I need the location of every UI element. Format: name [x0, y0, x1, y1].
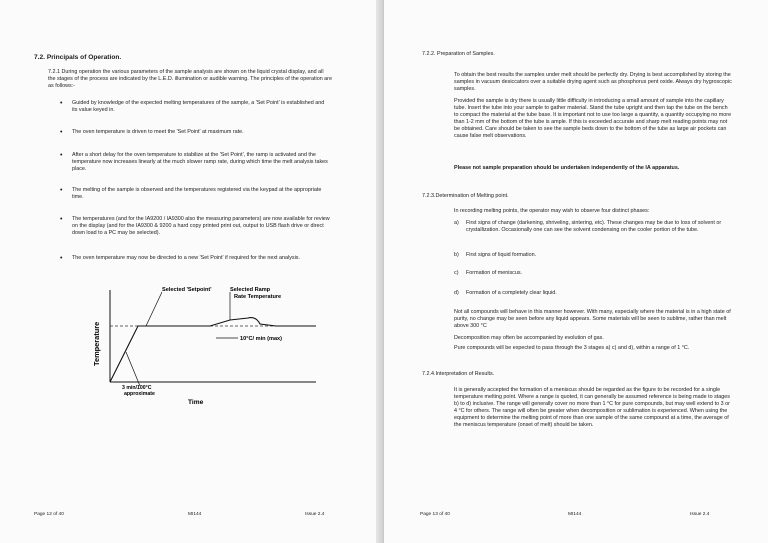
- paragraph: Provided the sample is dry there is usually little difficulty in introducing a small amount of sample into the capillary tube. Insert the tube into your sample to gather material. Stand the tube upright and then tap the tube on the bench to compact the material at the tube base. It is important not to use too large a quantity, a quantity occupying no more than 1-2 mm of the bottom of the tube is ample. If this is exceeded accurate and sharp melt reading points may not be obtained. Care should be taken to see the sample beds down to the bottom of the tube as large air pockets can cause false melt observations.: [454, 98, 732, 139]
- phase-letter: a): [454, 220, 459, 226]
- bullet-marker: •: [60, 100, 63, 107]
- document-code: MI144: [188, 512, 202, 517]
- ramp-label-line2: Rate Temperature: [234, 294, 282, 300]
- bullet-marker: •: [60, 152, 63, 159]
- ramp-label: Selected Ramp: [230, 287, 271, 293]
- paragraph: Pure compounds will be expected to pass through the 3 stages a) c) and d), within a range of 1 °C.: [454, 345, 690, 351]
- phase-letter: b): [454, 252, 459, 258]
- phase-letter: c): [454, 270, 459, 276]
- bold-note: Please not sample preparation should be undertaken independently of the IA apparatus.: [454, 165, 680, 171]
- temperature-curve: [110, 318, 316, 382]
- subsection-heading: 7.2.4.Interpretation of Results.: [422, 371, 495, 377]
- setpoint-pointer: [146, 292, 162, 326]
- bullet-marker: •: [60, 129, 63, 136]
- x-axis-title: Time: [188, 399, 204, 406]
- bullet-item: The melting of the sample is observed and the temperatures registered via the keypad at the appropriate time.: [72, 187, 322, 200]
- phase-text: First signs of liquid formation.: [466, 252, 537, 258]
- bullet-item: After a short delay for the oven temperature to stabilize at the 'Set Point', the ramp is activated and the temperature now increases linearly at the much slower ramp rate, during which time the melt analysis takes place.: [72, 152, 328, 172]
- intro-paragraph: 7.2.1 During operation the various parameters of the sample analysis are shown on the liquid crystal display, and all the stages of the process are indicated by the L.E.D. illumination or audible warning. The principles of the operation are as follows:-: [48, 69, 332, 89]
- bullet-item: The temperatures (and for the IA9200 / IA9300 also the measuring parameters) are now available for review on the display (and for the IA9300 & 9200 a hard copy printed print out, output to USB flash drive or direct down load to a PC may be selected).: [72, 216, 330, 236]
- page-number: Page 12 of 40: [34, 512, 64, 517]
- rate-label: 10°C/ min (max): [240, 336, 283, 342]
- bullet-marker: •: [60, 216, 63, 223]
- slow-rate-label-line2: approximate: [124, 391, 155, 397]
- paragraph: It is generally accepted the formation of a meniscus should be regarded as the figure to be recorded for a single temperature melting point. Where a range is quoted, it can generally be assumed reference is being made to stages b) to d) inclusive. The range will generally cover no more than 1 °C for pure compounds, but may well extend to 3 or 4 °C for others. The range will often be greater when decomposition or sublimation is experienced. When using the equipment to determine the melting point of more than one sample of the same compound at a time, the average of the meniscus temperature (onset of melt) should be taken.: [454, 387, 730, 428]
- setpoint-label: Selected 'Setpoint': [162, 287, 212, 293]
- phase-text: First signs of change (darkening, shriveling, sintering, etc). These changes may be due to loss of solvent or crystallization. Occasionally one can see the solvent condensing on the cooler portion of the tube.: [466, 220, 722, 233]
- paragraph: Decomposition may often be accompanied by evolution of gas.: [454, 335, 604, 341]
- paragraph: In recording melting points, the operator may wish to observe four distinct phases:: [454, 208, 650, 214]
- slow-rate-pointer: [126, 352, 140, 386]
- paragraph: Not all compounds will behave in this manner however. With many, especially where the material is in a high state of purity, no change may be seen before any liquid appears. Some materials will be seen to sublime, rather than melt above 300 °C: [454, 309, 731, 329]
- subsection-heading: 7.2.2. Preparation of Samples.: [422, 51, 495, 57]
- phase-text: Formation of a completely clear liquid.: [466, 290, 557, 296]
- section-heading: 7.2. Principals of Operation.: [34, 54, 122, 61]
- phase-letter: d): [454, 290, 459, 296]
- bullet-item: Guided by knowledge of the expected melting temperatures of the sample, a 'Set Point' is established and its value keyed in.: [72, 100, 325, 113]
- y-axis-title: Temperature: [92, 321, 101, 366]
- issue-number: Issue 2.4: [305, 512, 325, 517]
- issue-number: Issue 2.4: [690, 512, 710, 517]
- document-code: MI144: [568, 512, 582, 517]
- slow-rate-label: 3 min/100°C: [122, 385, 152, 391]
- right-page: [384, 0, 768, 543]
- subsection-heading: 7.2.3.Determination of Melting point.: [422, 193, 509, 199]
- phase-text: Formation of meniscus.: [466, 270, 523, 276]
- paragraph: To obtain the best results the samples under melt should be perfectly dry. Drying is best accomplished by storing the samples in vacuum desiccators over a suitable drying agent such as phosphorus pent oxide. Always dry hygroscopic samples.: [454, 72, 732, 92]
- bullet-item: The oven temperature may now be directed to a new 'Set Point' if required for the next analysis.: [72, 255, 300, 261]
- page-number: Page 13 of 40: [420, 512, 450, 517]
- temperature-profile-diagram: [80, 282, 330, 410]
- bullet-marker: •: [60, 187, 63, 194]
- bullet-item: The oven temperature is driven to meet the 'Set Point' at maximum rate.: [72, 129, 244, 135]
- bullet-marker: •: [60, 255, 63, 262]
